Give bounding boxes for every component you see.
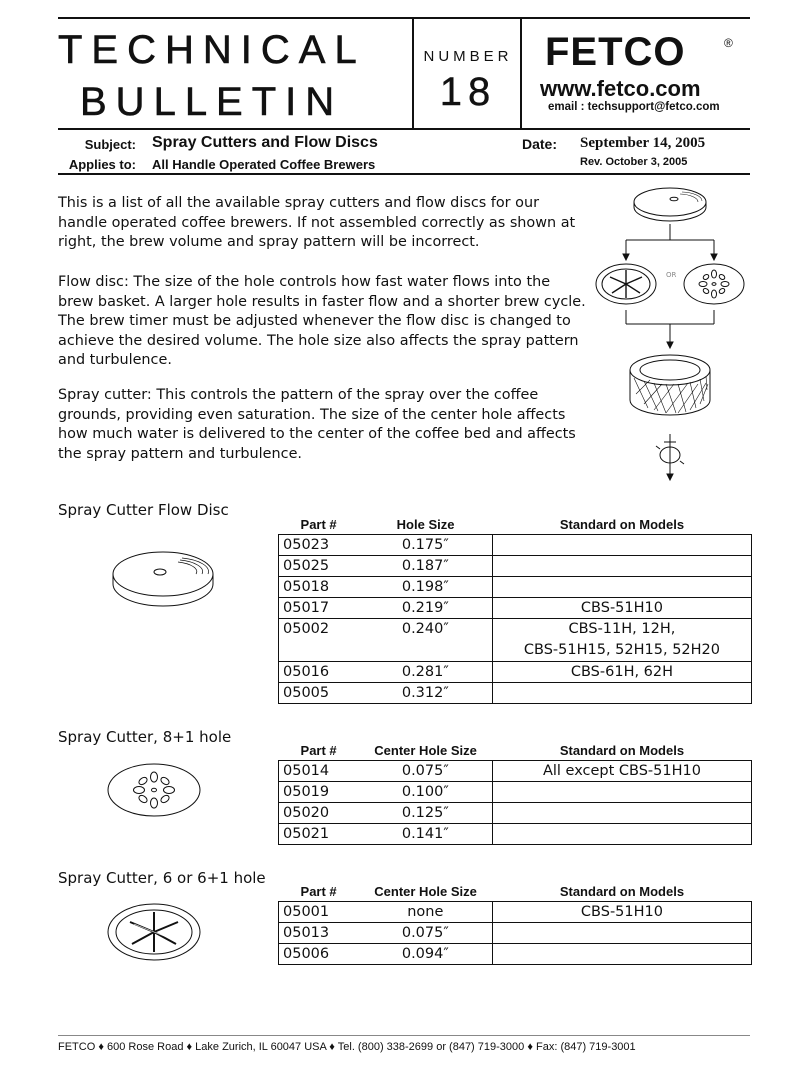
table-row (279, 902, 752, 923)
website-link[interactable]: www.fetco.com (540, 76, 701, 101)
table-row (279, 556, 752, 577)
column-header-size: Center Hole Size (374, 884, 477, 899)
header-divider-right (520, 17, 522, 128)
hole-size: 0.240″ (359, 619, 493, 662)
part-number: 05025 (279, 556, 359, 577)
eight-hole-table (278, 742, 752, 845)
column-header-models: Standard on Models (559, 884, 685, 899)
table-header-row (279, 883, 752, 902)
table-row (279, 683, 752, 704)
center-hole-size: 0.141″ (359, 824, 493, 845)
date-label: Date: (522, 136, 558, 152)
table-row (279, 662, 752, 683)
table-row (279, 535, 752, 556)
table-row (279, 944, 752, 965)
standard-models: CBS-51H10 (492, 598, 751, 619)
title-technical: TECHNICAL (58, 28, 366, 72)
part-number: 05017 (279, 598, 359, 619)
part-number: 05018 (279, 577, 359, 598)
title-bulletin: BULLETIN (80, 80, 344, 124)
table-row (279, 619, 752, 662)
standard-models (492, 803, 751, 824)
diagram-or-label: OR (666, 271, 677, 279)
standard-models (492, 683, 751, 704)
subject-value: Spray Cutters and Flow Discs (152, 134, 378, 151)
hole-size: 0.281″ (359, 662, 493, 683)
column-header-part: Part # (300, 517, 337, 532)
table-row (279, 923, 752, 944)
table-row (279, 782, 752, 803)
six-hole-cutter-illustration (596, 264, 656, 304)
column-header-part: Part # (300, 884, 337, 899)
section-title-eight-hole: Spray Cutter, 8+1 hole (58, 728, 232, 746)
standard-models (492, 782, 751, 803)
table-row (279, 803, 752, 824)
header-bottom-rule (58, 128, 750, 130)
column-header-models: Standard on Models (559, 743, 685, 758)
table-row (279, 598, 752, 619)
hole-size: 0.175″ (359, 535, 493, 556)
number-label: NUMBER (423, 48, 513, 65)
eight-hole-part-image (104, 760, 204, 820)
standard-models (492, 556, 751, 577)
table-header-row (279, 742, 752, 761)
applies-label: Applies to: (68, 157, 136, 172)
standard-models: CBS-11H, 12H, CBS-51H15, 52H15, 52H20 (492, 619, 751, 662)
standard-models: CBS-51H10 (492, 902, 751, 923)
part-number: 05002 (279, 619, 359, 662)
revision-date: Rev. October 3, 2005 (580, 156, 688, 168)
column-header-models: Standard on Models (559, 517, 685, 532)
part-number: 05013 (279, 923, 359, 944)
six-hole-part-image (104, 900, 204, 964)
part-number: 05006 (279, 944, 359, 965)
support-email[interactable]: email : techsupport@fetco.com (548, 101, 720, 113)
center-hole-size: 0.094″ (359, 944, 493, 965)
section-title-six-hole: Spray Cutter, 6 or 6+1 hole (58, 869, 266, 887)
center-hole-size: 0.100″ (359, 782, 493, 803)
hole-size: 0.187″ (359, 556, 493, 577)
table-row (279, 824, 752, 845)
standard-models (492, 535, 751, 556)
header-top-rule (58, 17, 750, 19)
part-number: 05014 (279, 761, 359, 782)
intro-paragraph: This is a list of all the available spray cutters and flow discs for our handle operated coffee brewers. If not assembled correctly as shown at right, the brew volume and spray pattern will be incorrect. (58, 195, 576, 250)
meta-bottom-rule (58, 173, 750, 175)
section-title-flow-disc: Spray Cutter Flow Disc (58, 501, 229, 519)
knurled-nut-illustration (630, 355, 710, 415)
standard-models (492, 577, 751, 598)
column-header-part: Part # (300, 743, 337, 758)
part-number: 05019 (279, 782, 359, 803)
flow-disc-illustration (634, 188, 706, 221)
applies-value: All Handle Operated Coffee Brewers (152, 157, 376, 172)
table-header-row (279, 516, 752, 535)
center-hole-size: none (359, 902, 493, 923)
part-number: 05023 (279, 535, 359, 556)
part-number: 05016 (279, 662, 359, 683)
subject-label: Subject: (84, 137, 136, 152)
column-header-size: Center Hole Size (374, 743, 477, 758)
standard-models (492, 923, 751, 944)
center-hole-size: 0.125″ (359, 803, 493, 824)
standard-models: All except CBS-51H10 (492, 761, 751, 782)
center-hole-size: 0.075″ (359, 923, 493, 944)
table-row (279, 577, 752, 598)
date-value: September 14, 2005 (580, 135, 706, 151)
flow-disc-table (278, 516, 752, 704)
footer-contact: FETCO ♦ 600 Rose Road ♦ Lake Zurich, IL 60047 USA ♦ Tel. (800) 338-2699 or (847) 719-3000 ♦ Fax: (847) 719-3001 (58, 1041, 636, 1053)
eight-hole-cutter-illustration (684, 264, 744, 304)
column-header-size: Hole Size (396, 517, 455, 532)
standard-models: CBS-61H, 62H (492, 662, 751, 683)
hole-size: 0.198″ (359, 577, 493, 598)
fetco-logo: FETCO (545, 30, 686, 74)
flow-disc-part-image (108, 538, 218, 618)
header-divider-left (412, 17, 414, 128)
hole-size: 0.219″ (359, 598, 493, 619)
part-number: 05005 (279, 683, 359, 704)
flow-disc-paragraph: Flow disc: The size of the hole controls how fast water flows into the brew basket. A larger hole results in faster flow and a shorter brew cycle. The brew timer must be adjusted whenever the flow disc is changed to achieve the desired volume. The hole size also affects the spray pattern and turbulence. (58, 274, 586, 368)
center-hole-size: 0.075″ (359, 761, 493, 782)
standard-models (492, 824, 751, 845)
screw-illustration (656, 434, 684, 480)
standard-models (492, 944, 751, 965)
part-number: 05021 (279, 824, 359, 845)
registered-mark: ® (724, 36, 733, 50)
assembly-diagram (590, 180, 750, 495)
bulletin-number: 18 (439, 70, 497, 114)
six-hole-table (278, 883, 752, 965)
part-number: 05020 (279, 803, 359, 824)
hole-size: 0.312″ (359, 683, 493, 704)
footer-rule (58, 1035, 750, 1036)
spray-cutter-paragraph: Spray cutter: This controls the pattern of the spray over the coffee grounds, providing even saturation. The size of the center hole affects how much water is delivered to the center of the coffee bed and affects the spray pattern and turbulence. (58, 387, 576, 462)
part-number: 05001 (279, 902, 359, 923)
table-row (279, 761, 752, 782)
